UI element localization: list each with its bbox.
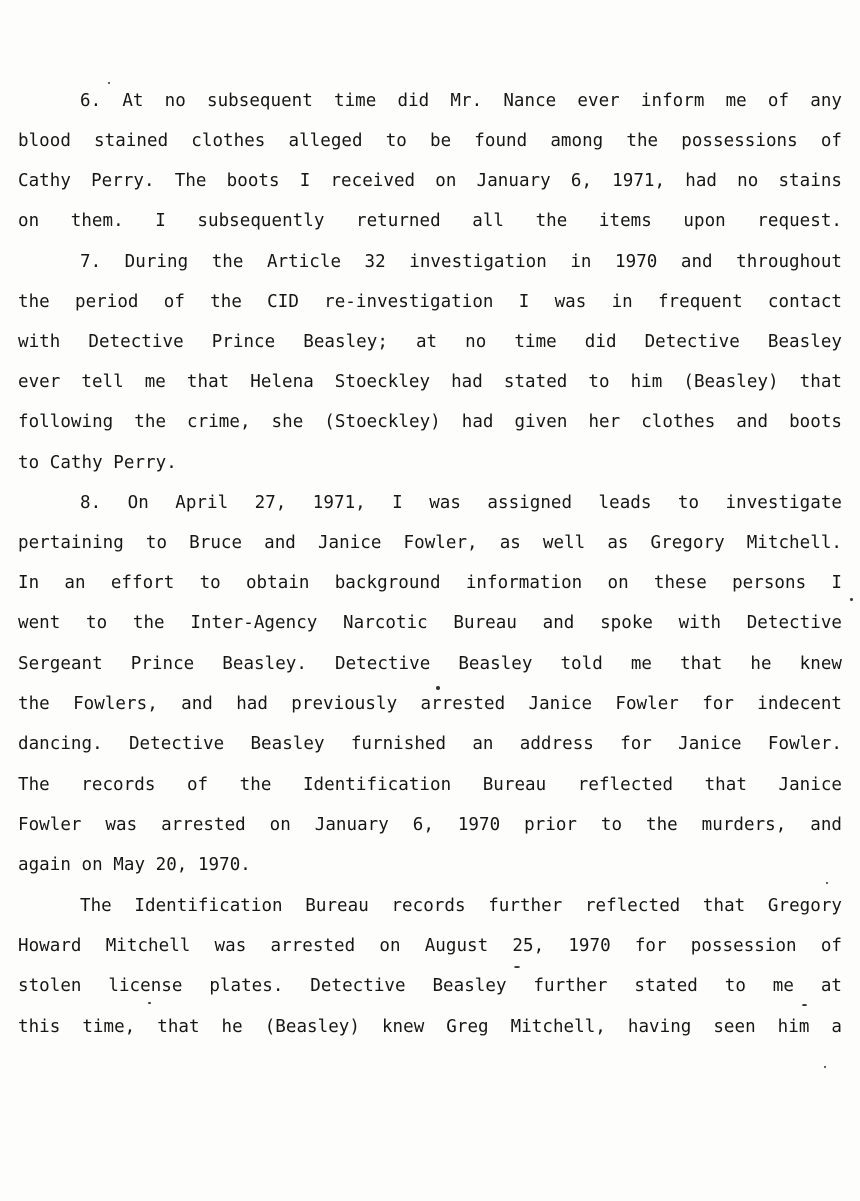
paragraph-8-line-2: pertaining to Bruce and Janice Fowler, as well as Gregory Mitchell. [18, 533, 842, 553]
scan-speck [850, 598, 853, 601]
paragraph-8-line-8: The records of the Identification Bureau reflected that Janice [18, 775, 842, 795]
paragraph-8-line-9: Fowler was arrested on January 6, 1970 prior to the murders, and [18, 815, 842, 835]
paragraph-8-line-4: went to the Inter-Agency Narcotic Bureau and spoke with Detective [18, 613, 842, 633]
scan-speck [108, 82, 110, 84]
scan-speck [824, 1066, 826, 1068]
paragraph-8-line-5: Sergeant Prince Beasley. Detective Beasley told me that he knew [18, 654, 842, 674]
paragraph-8-line-3: In an effort to obtain background information on these persons I [18, 573, 842, 593]
paragraph-7-line-3: with Detective Prince Beasley; at no time did Detective Beasley [18, 332, 842, 352]
scan-speck [148, 1002, 151, 1004]
paragraph-8-line-10: again on May 20, 1970. [18, 855, 251, 875]
paragraph-7-line-4: ever tell me that Helena Stoeckley had stated to him (Beasley) that [18, 372, 842, 392]
paragraph-9-line-3: stolen license plates. Detective Beasley further stated to me at [18, 976, 842, 996]
paragraph-9-line-4: this time, that he (Beasley) knew Greg Mitchell, having seen him a [18, 1017, 842, 1037]
paragraph-7-line-5: following the crime, she (Stoeckley) had given her clothes and boots [18, 412, 842, 432]
paragraph-8-line-1: 8. On April 27, 1971, I was assigned leads to investigate [80, 493, 842, 513]
paragraph-9-line-1: The Identification Bureau records further reflected that Gregory [80, 896, 842, 916]
paragraph-6-line-4: on them. I subsequently returned all the items upon request. [18, 211, 842, 231]
paragraph-8-line-6: the Fowlers, and had previously arrested Janice Fowler for indecent [18, 694, 842, 714]
paragraph-8-line-7: dancing. Detective Beasley furnished an address for Janice Fowler. [18, 734, 842, 754]
paragraph-6-line-1: 6. At no subsequent time did Mr. Nance ever inform me of any [80, 91, 842, 111]
paragraph-6-line-2: blood stained clothes alleged to be found among the possessions of [18, 131, 842, 151]
paragraph-6-line-3: Cathy Perry. The boots I received on January 6, 1971, had no stains [18, 171, 842, 191]
paragraph-7-line-6: to Cathy Perry. [18, 453, 177, 473]
paragraph-7-line-1: 7. During the Article 32 investigation in 1970 and throughout [80, 252, 842, 272]
paragraph-9-line-2: Howard Mitchell was arrested on August 25, 1970 for possession of [18, 936, 842, 956]
paragraph-7-line-2: the period of the CID re-investigation I was in frequent contact [18, 292, 842, 312]
scan-speck [826, 882, 828, 884]
scan-speck [436, 686, 440, 690]
scan-speck [514, 966, 520, 968]
scan-speck [802, 1004, 807, 1006]
